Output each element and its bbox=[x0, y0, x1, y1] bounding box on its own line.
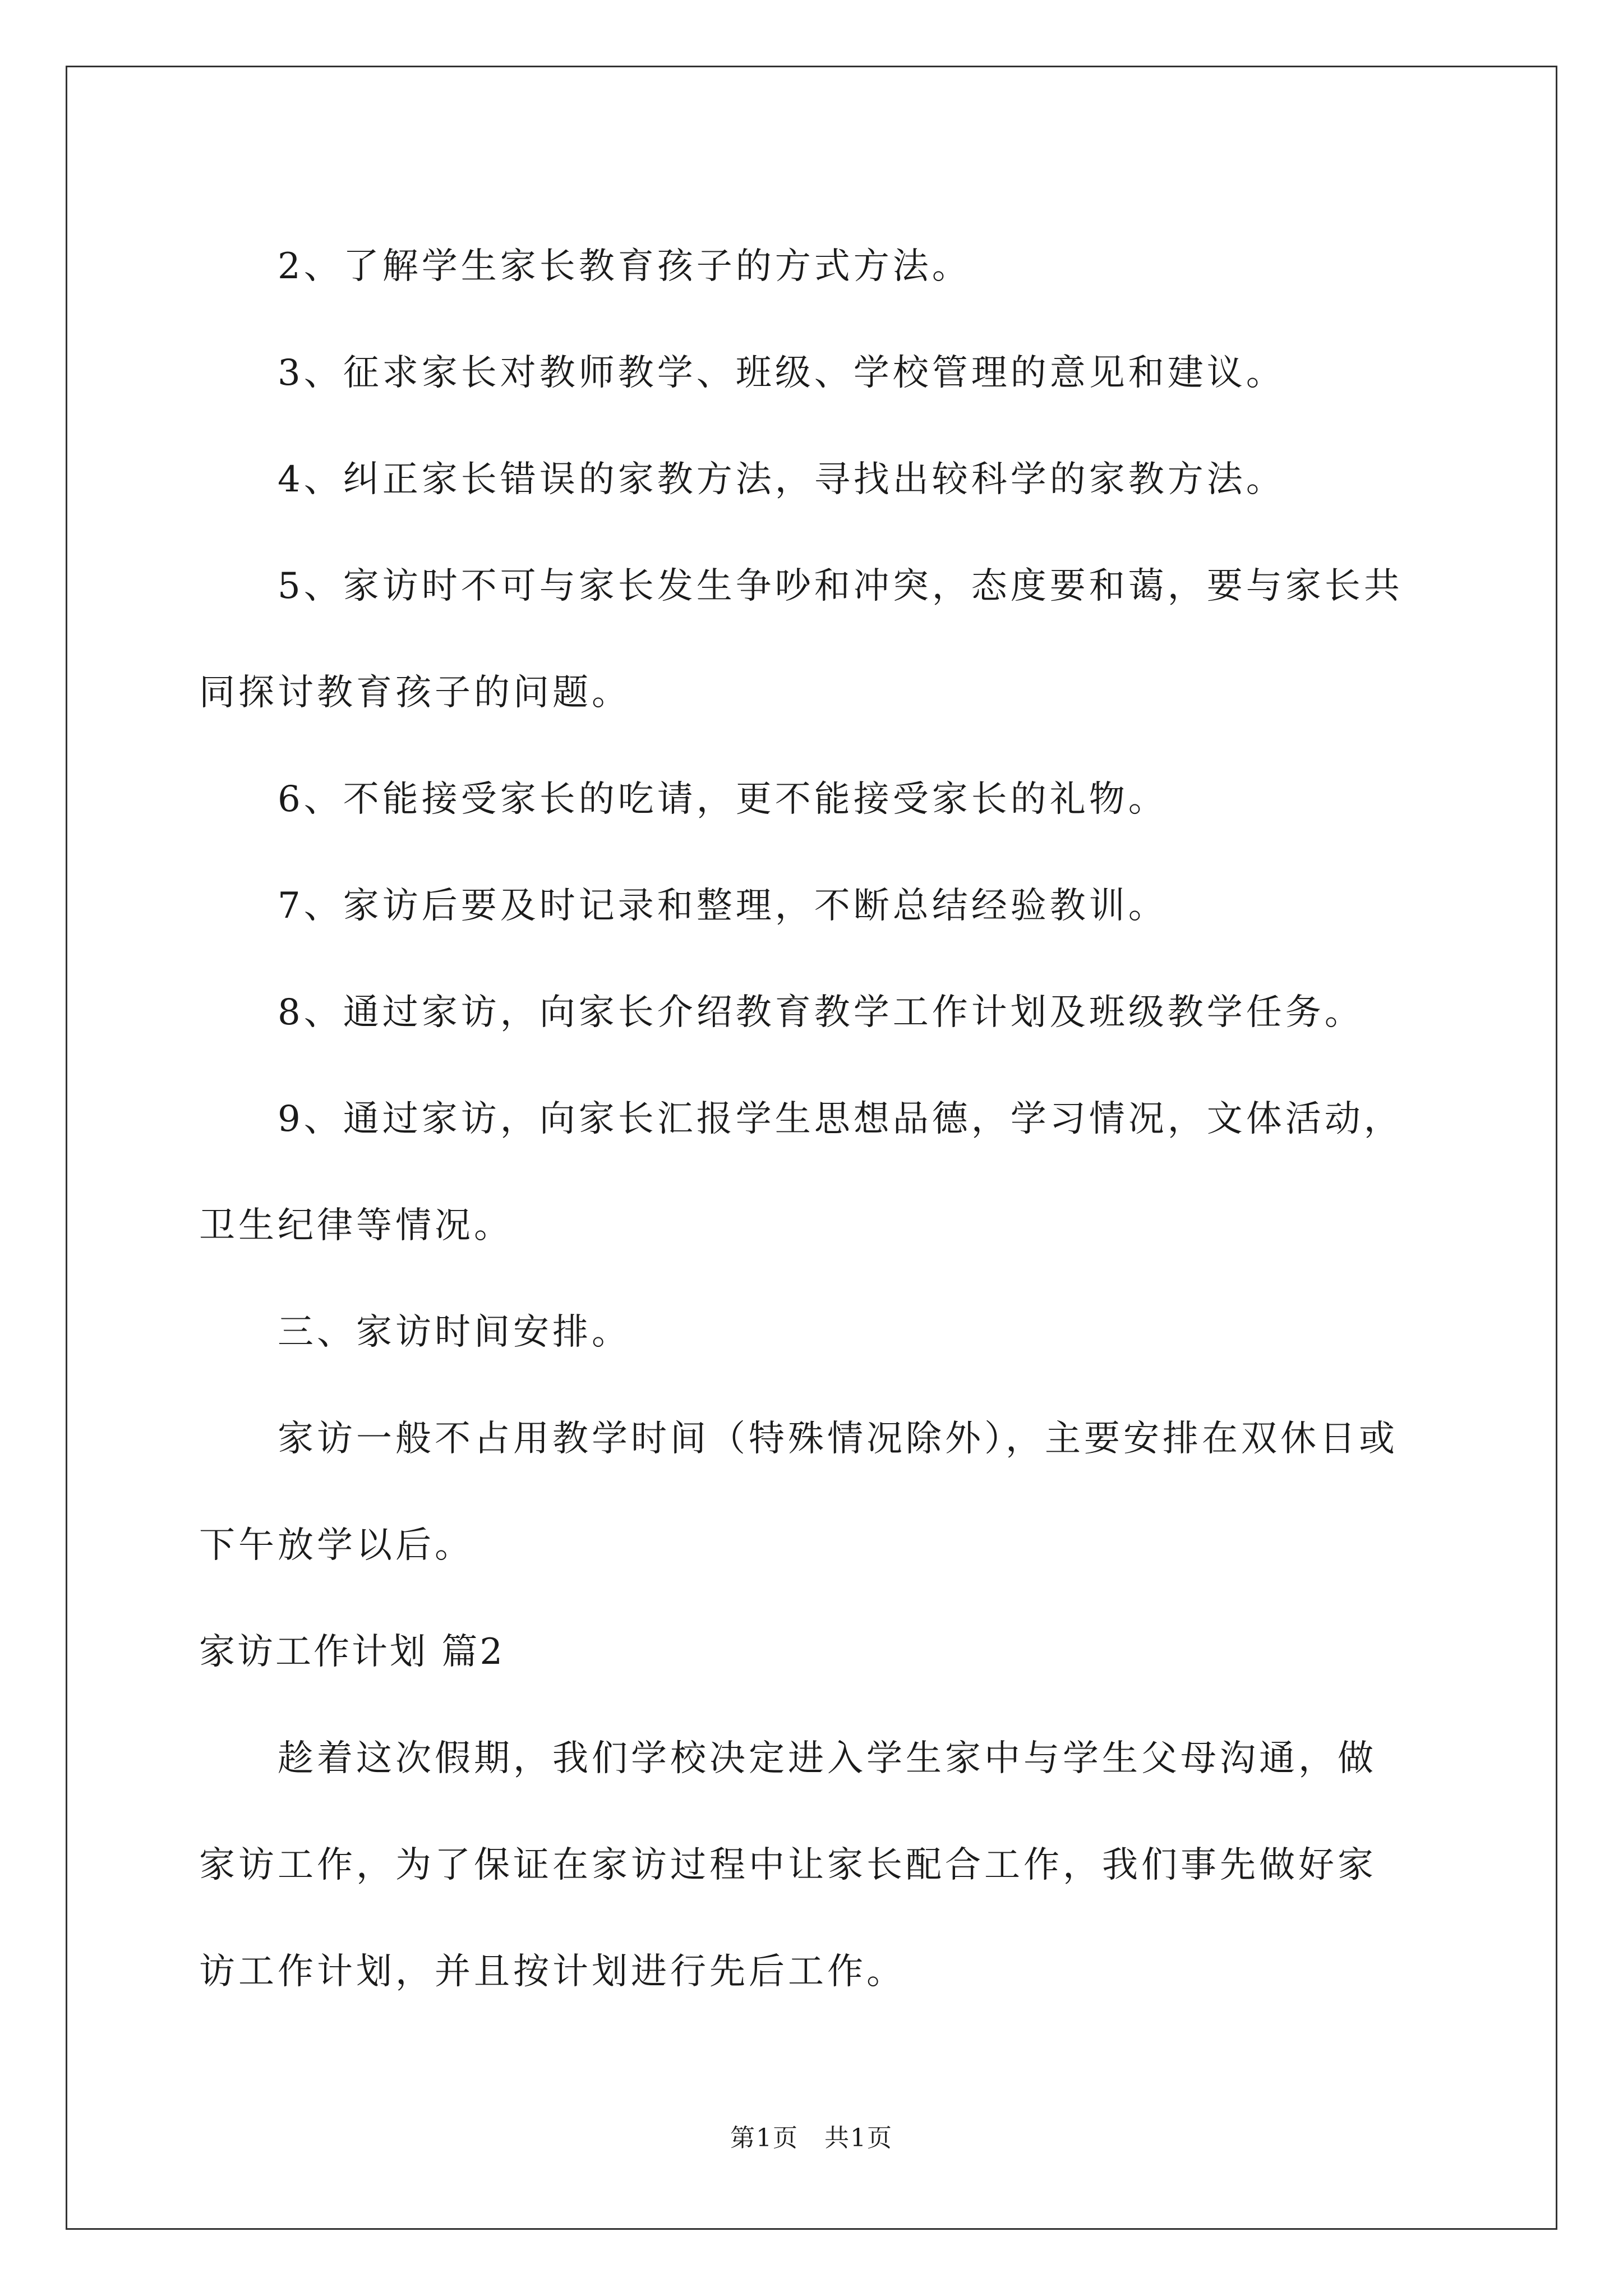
paragraph-item-9-line1: 9、通过家访，向家长汇报学生思想品德，学习情况，文体活动， bbox=[278, 1098, 1403, 1140]
paragraph-intro-line3: 访工作计划，并且按计划进行先后工作。 bbox=[199, 1951, 906, 1993]
document-body bbox=[199, 213, 1433, 2025]
paragraph-intro-line1: 趁着这次假期，我们学校决定进入学生家中与学生父母沟通，做 bbox=[278, 1738, 1377, 1779]
section-heading-schedule: 三、家访时间安排。 bbox=[278, 1312, 631, 1353]
paragraph-item-3: 3、征求家长对教师教学、班级、学校管理的意见和建议。 bbox=[278, 352, 1285, 394]
paragraph-item-7: 7、家访后要及时记录和整理，不断总结经验教训。 bbox=[278, 885, 1168, 927]
paragraph-item-5-line2: 同探讨教育孩子的问题。 bbox=[199, 672, 631, 714]
paragraph-item-6: 6、不能接受家长的吃请，更不能接受家长的礼物。 bbox=[278, 779, 1168, 820]
paragraph-item-2: 2、了解学生家长教育孩子的方式方法。 bbox=[278, 246, 971, 287]
paragraph-item-8: 8、通过家访，向家长介绍教育教学工作计划及班级教学任务。 bbox=[278, 992, 1364, 1033]
paragraph-schedule-line1: 家访一般不占用教学时间（特殊情况除外），主要安排在双休日或 bbox=[278, 1418, 1398, 1460]
article-heading-part2: 家访工作计划 篇2 bbox=[199, 1631, 505, 1673]
paragraph-item-4: 4、纠正家长错误的家教方法，寻找出较科学的家教方法。 bbox=[278, 459, 1285, 500]
paragraph-schedule-line2: 下午放学以后。 bbox=[199, 1525, 474, 1566]
page-number-footer: 第1页 共1页 bbox=[730, 2124, 893, 2152]
paragraph-item-9-line2: 卫生纪律等情况。 bbox=[199, 1205, 513, 1246]
paragraph-item-5-line1: 5、家访时不可与家长发生争吵和冲突，态度要和蔼，要与家长共 bbox=[278, 565, 1403, 607]
paragraph-intro-line2: 家访工作，为了保证在家访过程中让家长配合工作，我们事先做好家 bbox=[199, 1844, 1377, 1886]
